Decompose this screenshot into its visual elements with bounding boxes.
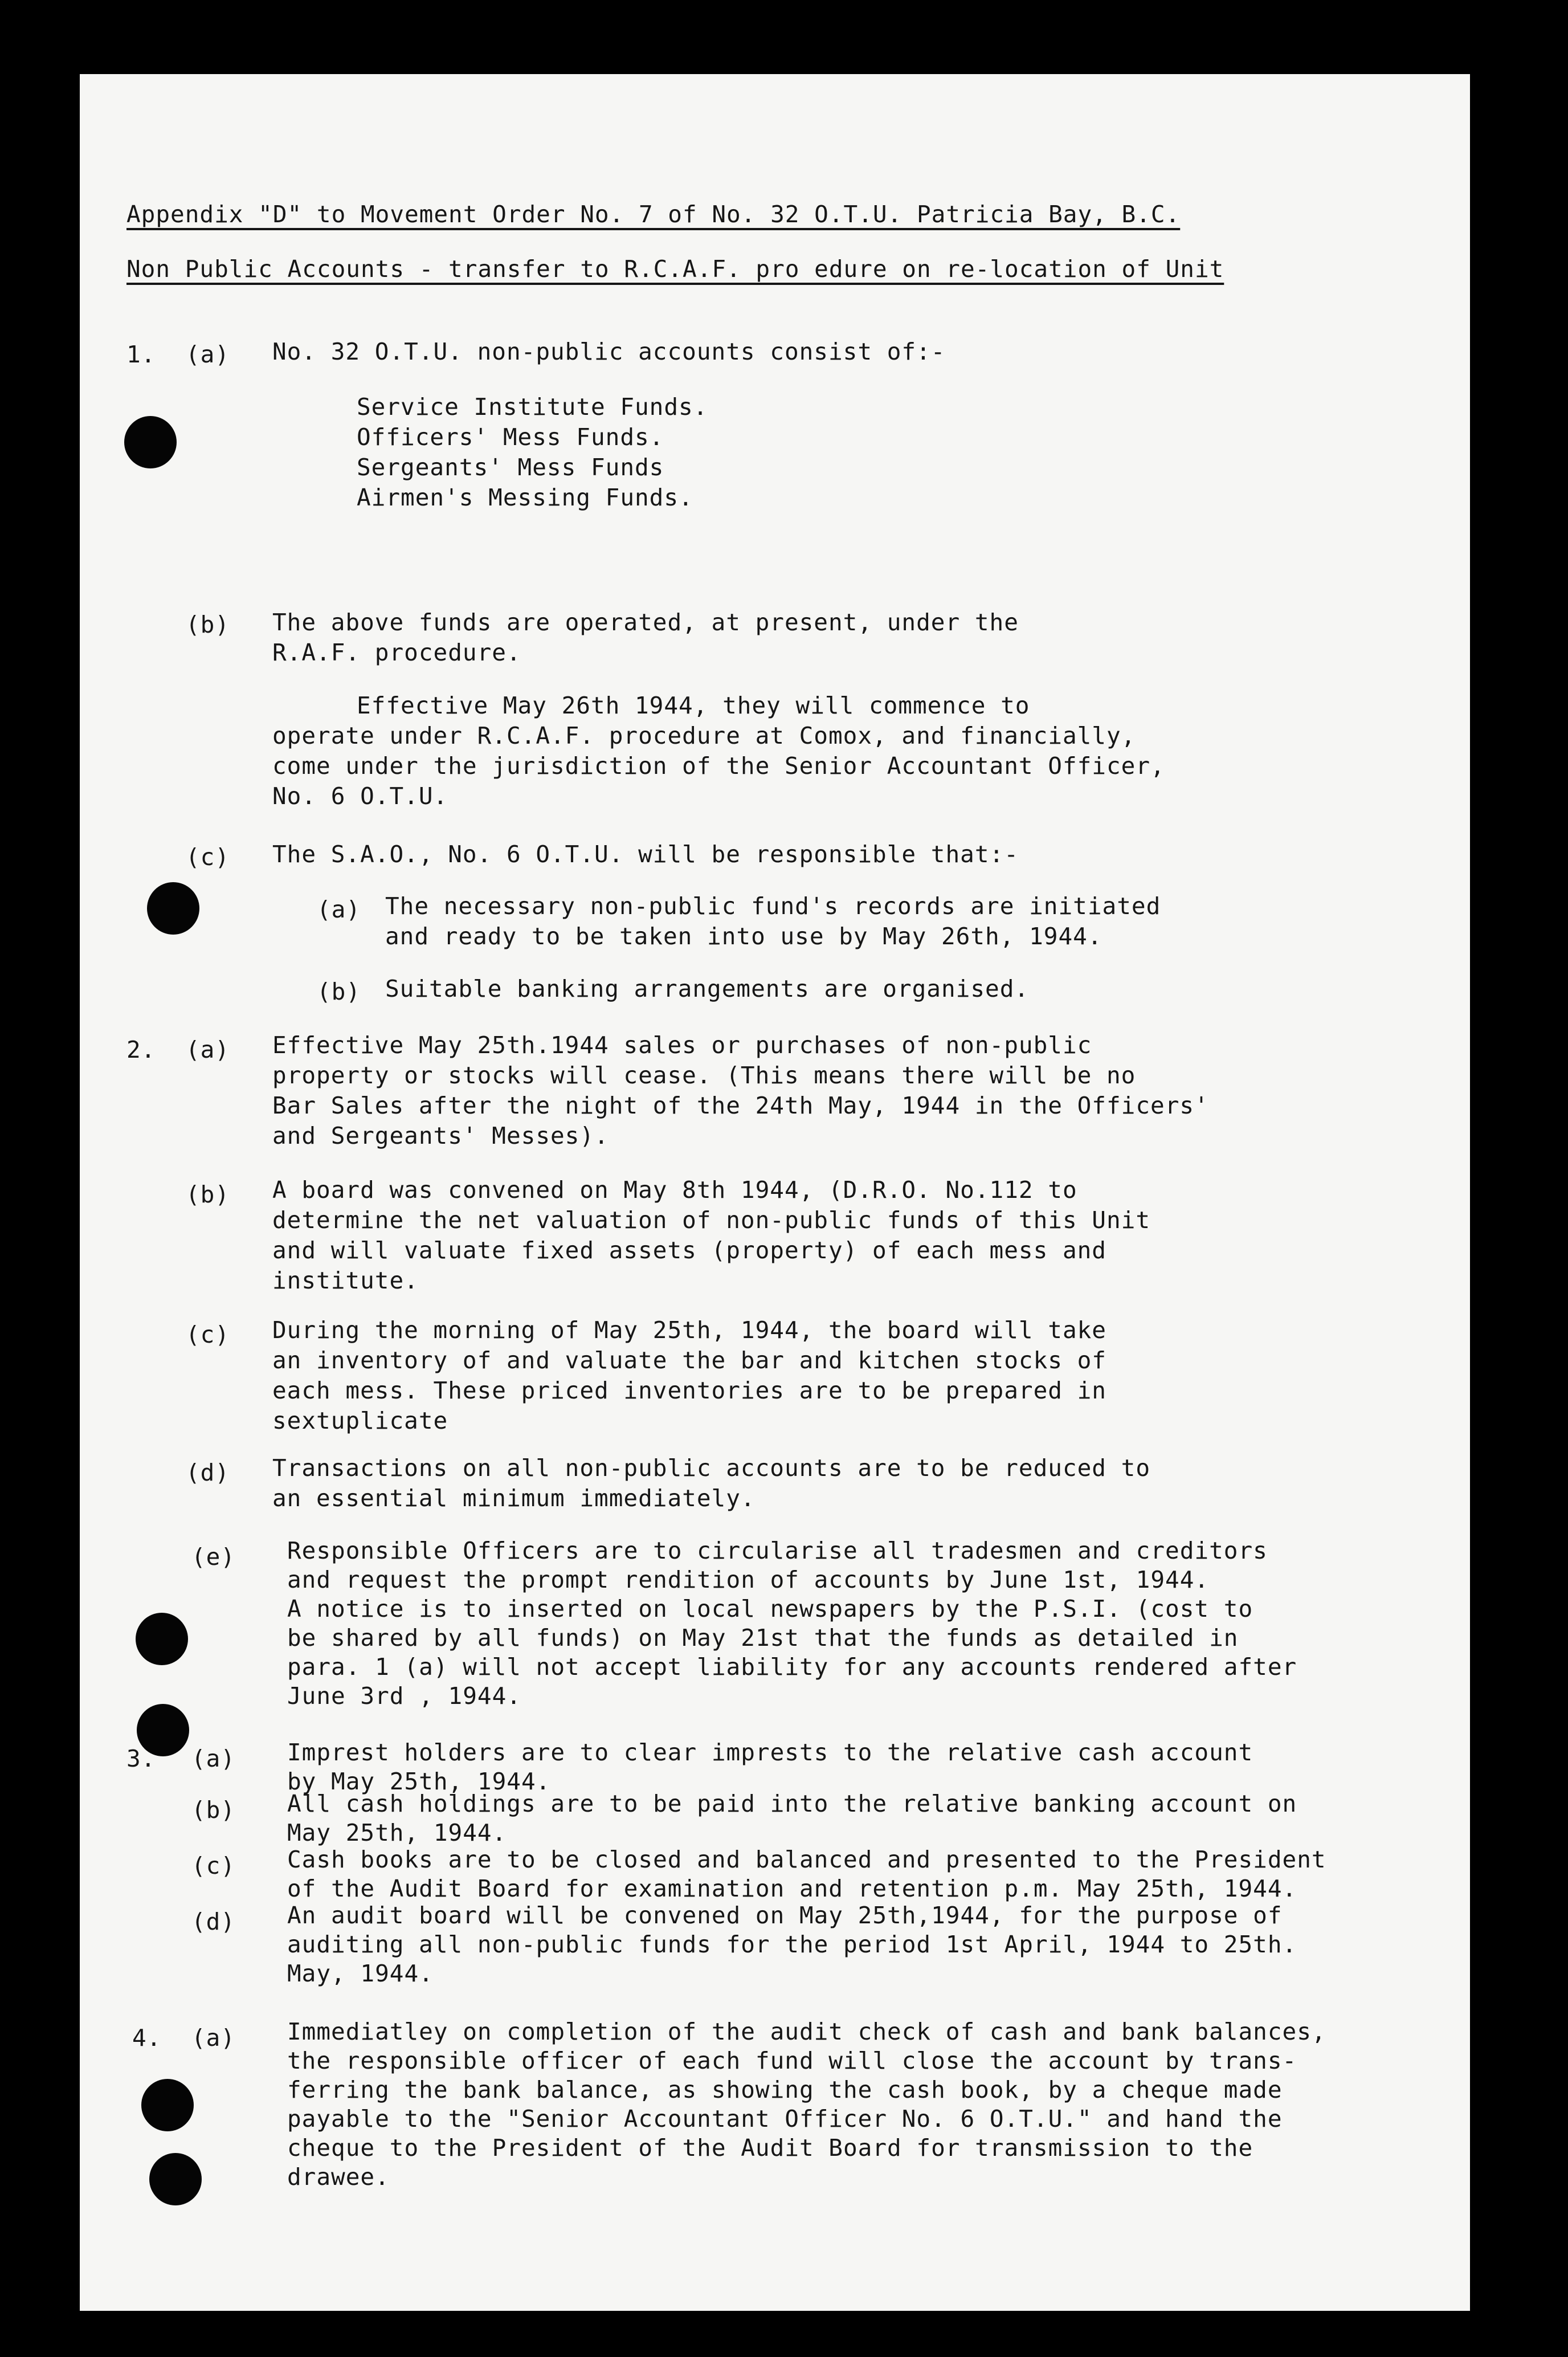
text-line: Responsible Officers are to circularise all tradesmen and creditors (287, 1537, 1268, 1564)
section-number: 2. (126, 1036, 156, 1063)
text-line: auditing all non-public funds for the period 1st April, 1944 to 25th. (287, 1931, 1297, 1958)
text-line: May, 1944. (287, 1960, 434, 1987)
text-line: Bar Sales after the night of the 24th May, 1944 in the Officers' (272, 1092, 1209, 1119)
text-line: operate under R.C.A.F. procedure at Comox, and financially, (272, 722, 1136, 749)
subject-title: Non Public Accounts - transfer to R.C.A.F. pro edure on re-location of Unit (126, 255, 1224, 283)
text-line: Effective May 25th.1944 sales or purchases of non-public (272, 1031, 1092, 1059)
para-3c (287, 1845, 1326, 1903)
text-line: drawee. (287, 2163, 390, 2191)
text-line: May 25th, 1944. (287, 1819, 507, 1846)
para-1b (272, 607, 1019, 668)
text-line: by May 25th, 1944. (287, 1768, 551, 1795)
text-line: payable to the "Senior Accountant Officer No. 6 O.T.U." and hand the (287, 2105, 1283, 2132)
text-line: Immediatley on completion of the audit check of cash and bank balances, (287, 2018, 1326, 2045)
fund-item: Service Institute Funds. (357, 393, 708, 421)
para-label: (a) (186, 1036, 230, 1063)
para-1c-intro: The S.A.O., No. 6 O.T.U. will be responsible that:- (272, 841, 1019, 868)
text-line: ferring the bank balance, as showing the cash book, by a cheque made (287, 2076, 1283, 2103)
text-line: All cash holdings are to be paid into the relative banking account on (287, 1790, 1297, 1817)
text-line: institute. (272, 1267, 419, 1294)
para-2c (272, 1315, 1106, 1436)
para-label: (b) (186, 611, 230, 638)
fund-item: Airmen's Messing Funds. (357, 484, 693, 511)
para-label: (c) (186, 1321, 230, 1348)
text-line: The above funds are operated, at present, under the (272, 609, 1019, 636)
text-line: No. 6 O.T.U. (272, 782, 448, 810)
section-number: 1. (126, 341, 156, 368)
text-line: and will valuate fixed assets (property) of each mess and (272, 1237, 1106, 1264)
section-number: 4. (132, 2024, 162, 2052)
para-3a (287, 1738, 1253, 1796)
appendix-title: Appendix "D" to Movement Order No. 7 of No. 32 O.T.U. Patricia Bay, B.C. (126, 201, 1181, 228)
para-2b (272, 1175, 1150, 1296)
para-label: (b) (186, 1181, 230, 1208)
para-1a-intro: No. 32 O.T.U. non-public accounts consist of:- (272, 338, 946, 365)
fund-item: Officers' Mess Funds. (357, 423, 664, 451)
para-1b-effective (272, 691, 1165, 812)
text-line: an inventory of and valuate the bar and kitchen stocks of (272, 1347, 1106, 1374)
sub-para-label: (a) (317, 896, 361, 923)
text-line: A board was convened on May 8th 1944, (D.R.O. No.112 to (272, 1176, 1077, 1204)
text-line: Cash books are to be closed and balanced and presented to the President (287, 1846, 1326, 1873)
text-line: Transactions on all non-public accounts are to be reduced to (272, 1454, 1151, 1482)
text-line: sextuplicate (272, 1407, 448, 1434)
section-number: 3. (126, 1745, 156, 1772)
text-line: An audit board will be convened on May 25th,1944, for the purpose of (287, 1902, 1283, 1929)
text-line: Imprest holders are to clear imprests to the relative cash account (287, 1739, 1253, 1766)
text-line: and ready to be taken into use by May 26th, 1944. (385, 923, 1102, 950)
para-2e (287, 1536, 1297, 1711)
text-line: A notice is to inserted on local newspapers by the P.S.I. (cost to (287, 1595, 1253, 1622)
para-label: (c) (186, 843, 230, 871)
para-label: (a) (191, 1745, 236, 1772)
para-3d (287, 1901, 1297, 1988)
text-line: and Sergeants' Messes). (272, 1122, 609, 1149)
text-line: the responsible officer of each fund will close the account by trans- (287, 2047, 1297, 2074)
para-label: (a) (186, 341, 230, 368)
text-line: During the morning of May 25th, 1944, the board will take (272, 1316, 1106, 1344)
text-line: June 3rd , 1944. (287, 1682, 521, 1710)
text-line: an essential minimum immediately. (272, 1485, 756, 1512)
text-line: determine the net valuation of non-public funds of this Unit (272, 1206, 1151, 1234)
para-3b (287, 1789, 1297, 1848)
text-line: property or stocks will cease. (This means there will be no (272, 1062, 1136, 1089)
text-line: R.A.F. procedure. (272, 639, 521, 666)
para-label: (c) (191, 1852, 236, 1879)
text-line: Effective May 26th 1944, they will commence to (357, 692, 1030, 719)
text-line: of the Audit Board for examination and retention p.m. May 25th, 1944. (287, 1875, 1297, 1902)
text-line: cheque to the President of the Audit Board for transmission to the (287, 2134, 1253, 2162)
para-4a (287, 2017, 1326, 2192)
para-label: (d) (186, 1459, 230, 1486)
para-1c-sub-b: Suitable banking arrangements are organised. (385, 975, 1030, 1002)
text-line: come under the jurisdiction of the Senior Accountant Officer, (272, 752, 1165, 780)
para-1c-sub-a (385, 891, 1161, 952)
para-label: (a) (191, 2024, 236, 2052)
text-line: para. 1 (a) will not accept liability for any accounts rendered after (287, 1653, 1297, 1681)
para-2d (272, 1453, 1150, 1514)
text-line: each mess. These priced inventories are to be prepared in (272, 1377, 1106, 1404)
para-2a (272, 1030, 1209, 1151)
text-line: be shared by all funds) on May 21st that the funds as detailed in (287, 1624, 1239, 1651)
para-label: (d) (191, 1908, 236, 1935)
text-line: and request the prompt rendition of accounts by June 1st, 1944. (287, 1566, 1210, 1593)
fund-list (357, 392, 708, 513)
sub-para-label: (b) (317, 978, 361, 1005)
fund-item: Sergeants' Mess Funds (357, 454, 664, 481)
para-label: (b) (191, 1796, 236, 1824)
para-label: (e) (191, 1543, 236, 1571)
text-line: The necessary non-public fund's records are initiated (385, 892, 1161, 920)
